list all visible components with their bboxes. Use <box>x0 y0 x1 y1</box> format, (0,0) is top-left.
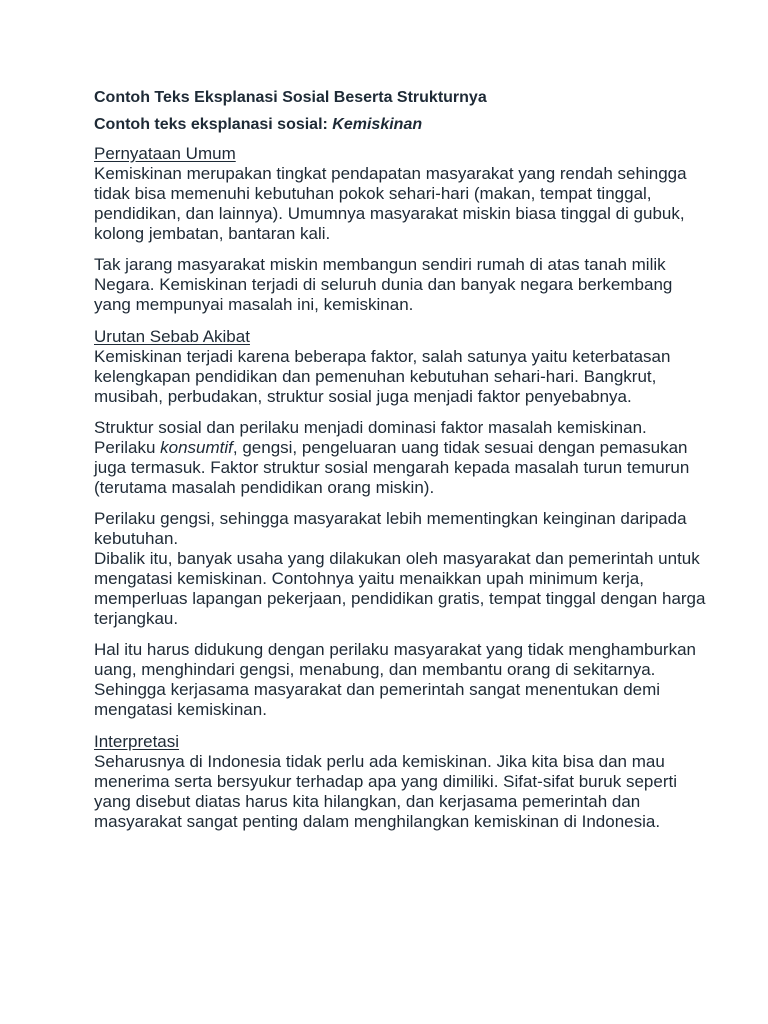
paragraph: Hal itu harus didukung dengan perilaku masyarakat yang tidak menghamburkan uang, menghindari gengsi, menabung, dan membantu orang di sekitarnya. Sehingga kerjasama masyarakat dan pemerintah sangat menentukan demi mengatasi kemiskinan. <box>94 640 696 719</box>
paragraph: Tak jarang masyarakat miskin membangun sendiri rumah di atas tanah milik Negara. Kemiskinan terjadi di seluruh dunia dan banyak negara berkembang yang mempunyai masalah ini, kemiskinan. <box>94 255 673 314</box>
paragraph: Kemiskinan merupakan tingkat pendapatan masyarakat yang rendah sehingga tidak bisa memenuhi kebutuhan pokok sehari-hari (makan, tempat tinggal, pendidikan, dan lainnya). Umumnya masyarakat miskin biasa tinggal di gubuk, kolong jembatan, bantaran kali. <box>94 164 687 243</box>
section-heading-pernyataan-umum: Pernyataan Umum <box>94 144 236 163</box>
paragraph-text: , gengsi, pengeluaran uang tidak sesuai dengan pemasukan juga termasuk. Faktor struktur sosial mengarah kepada masalah turun temurun (terutama masalah pendidikan orang miskin). <box>94 438 690 497</box>
document-title: Contoh Teks Eksplanasi Sosial Beserta Strukturnya <box>94 89 487 106</box>
paragraph: Perilaku gengsi, sehingga masyarakat lebih mementingkan keinginan daripada kebutuhan. <box>94 509 687 548</box>
paragraph <box>94 418 708 498</box>
paragraph-italic-term: konsumtif <box>160 438 233 457</box>
paragraph: Dibalik itu, banyak usaha yang dilakukan oleh masyarakat dan pemerintah untuk mengatasi kemiskinan. Contohnya yaitu menaikkan upah minimum kerja, memperluas lapangan pekerjaan, pendidikan gratis, tempat tinggal dengan harga terjangkau. <box>94 549 706 628</box>
section-heading-interpretasi: Interpretasi <box>94 732 180 751</box>
paragraph: Kemiskinan terjadi karena beberapa faktor, salah satunya yaitu keterbatasan kelengkapan pendidikan dan pemenuhan kebutuhan sehari-hari. Bangkrut, musibah, perbudakan, struktur sosial juga menjadi faktor penyebabnya. <box>94 347 671 406</box>
section-heading-urutan-sebab-akibat: Urutan Sebab Akibat <box>94 327 250 346</box>
subtitle-prefix: Contoh teks eksplanasi sosial: <box>94 116 333 133</box>
document-subtitle <box>94 114 708 136</box>
paragraph-text: Struktur sosial dan perilaku menjadi dominasi faktor masalah kemiskinan. Perilaku <box>94 418 647 457</box>
subtitle-topic: Kemiskinan <box>332 116 423 133</box>
paragraph: Seharusnya di Indonesia tidak perlu ada kemiskinan. Jika kita bisa dan mau menerima serta bersyukur terhadap apa yang dimiliki. Sifat-sifat buruk seperti yang disebut diatas harus kita hilangkan, dan kerjasama pemerintah dan masyarakat sangat penting dalam menghilangkan kemiskinan di Indonesia. <box>94 752 677 831</box>
